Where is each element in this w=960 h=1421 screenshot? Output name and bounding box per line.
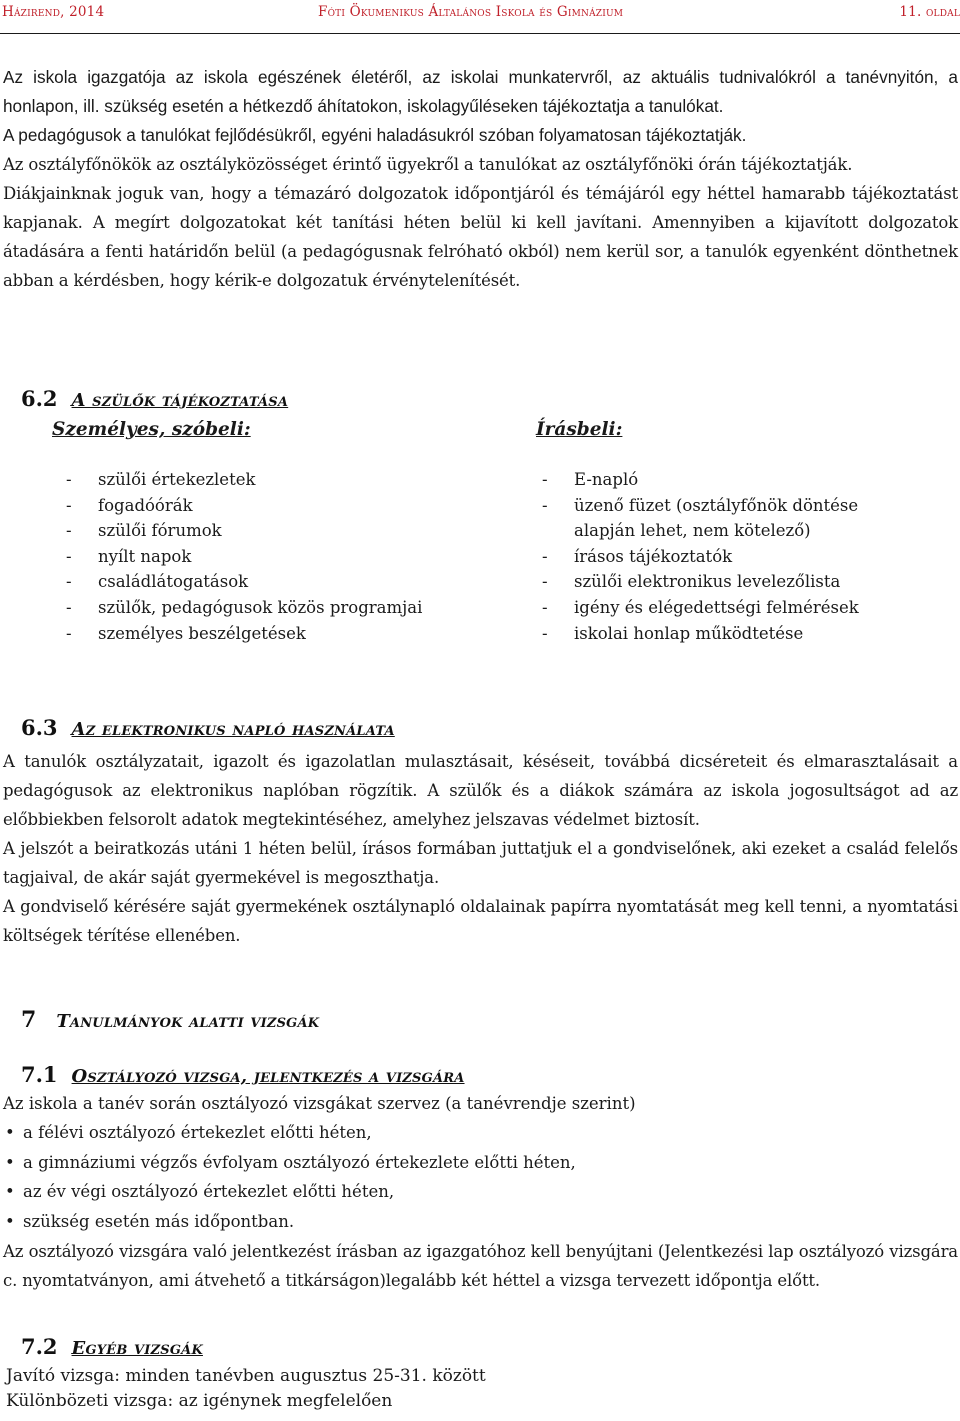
section-number: 7.2 [21,1334,58,1359]
intro-paragraph-form-teachers: Az osztályfőnökök az osztályközösséget érintő ügyekről a tanulókat az osztályfőnöki órán tájékoztatják. [3,155,853,174]
list-item: - személyes beszélgetések [66,621,422,647]
e-diary-paragraph-printing: A gondviselő kérésére saját gyermekének osztálynapló oldalainak papírra nyomtatását meg kell tenni, a nyomtatási költségek térítése ellenében. [3,897,958,945]
header-school-name: Fóti Ökumenikus Általános Iskola és Gimnázium [318,4,624,20]
list-item: • a gimnáziumi végzős évfolyam osztályozó értekezlete előtti héten, [3,1148,576,1178]
section-title: Osztályozó vizsga, jelentkezés a vizsgára [71,1066,465,1087]
list-item-continuation: alapján lehet, nem kötelező) [574,521,811,541]
list-item: - szülői értekezletek [66,467,422,493]
intro-block [3,63,958,295]
section-title: Az elektronikus napló használata [71,719,395,740]
section-6-3-heading [21,715,395,740]
difference-exam-line: Különbözeti vizsga: az igénynek megfelelően [6,1391,393,1411]
exam-intro-text: Az iskola a tanév során osztályozó vizsgákat szervez (a tanévrendje szerint) [3,1094,636,1113]
list-item: - E-napló [542,467,859,493]
list-item: • a félévi osztályozó értekezlet előtti héten, [3,1118,576,1148]
header-page-number: 11. oldal [899,4,960,20]
exam-application-paragraph: Az osztályozó vizsgára való jelentkezést írásban az igazgatóhoz kell benyújtani (Jelentkezési lap osztályozó vizsgára c. nyomtatványon, ami átvehető a titkárságon)legalább két héttel a vizsga tervezett időpontja előtt. [3,1242,958,1290]
e-diary-paragraph-records: A tanulók osztályzatait, igazolt és igazolatlan mulasztásait, késéseit, továbbá dicséreteit és elmarasztalásait a pedagógusok az elektronikus naplóban rögzítik. A szülők és a diákok számára az iskola jogosultságot ad az előbbiekben felsorolt adatok megtekintéséhez, amelyhez jelszavas védelmet biztosít. [3,752,958,829]
list-item: - iskolai honlap működtetése [542,621,859,647]
intro-paragraph-tests: Diákjainknak joguk van, hogy a témazáró dolgozatok időpontjáról és témájáról egy héttel hamarabb tájékoztatást kapjanak. A megírt dolgozatokat két tanítási héten belül ki kell javítani. Amennyiben a kijavított dolgozatok átadására a fenti határidőn belül (a pedagógusnak felróható okból) nem kerül sor, a tanulók egyenként dönthetnek abban a kérdésben, hogy kérik-e dolgozatuk érvénytelenítését. [3,184,958,290]
resit-exam-line: Javító vizsga: minden tanévben augusztus 25-31. között [6,1366,486,1386]
personal-column-title: Személyes, szóbeli: [52,419,251,440]
intro-paragraph-teachers: A pedagógusok a tanulókat fejlődésükről, egyéni haladásukról szóban folyamatosan tájékoztatják. [3,125,747,145]
list-item: - családlátogatások [66,569,422,595]
section-number: 7.1 [21,1062,58,1087]
list-item: • szükség esetén más időpontban. [3,1207,576,1237]
intro-paragraph-headteacher: Az iskola igazgatója az iskola egészének életéről, az iskolai munkatervről, az aktuális tudnivalókról a tanévnyitón, a honlapon, ill. szükség esetén a hétkezdő áhítatokon, iskolagyűléseken tájékoztatja a tanulókat. [3,67,958,116]
exam-dates-list [3,1118,576,1236]
list-item: - igény és elégedettségi felmérések [542,595,859,621]
page-header [0,0,960,34]
section-6-2-heading [21,386,288,411]
section-title: Tanulmányok alatti vizsgák [56,1011,320,1032]
personal-channels-list [66,467,422,646]
exam-application-block [3,1237,958,1295]
section-title: A szülők tájékoztatása [71,390,289,411]
list-item: - szülői elektronikus levelezőlista [542,569,859,595]
list-item: - szülők, pedagógusok közös programjai [66,595,422,621]
list-item: - üzenő füzet (osztályfőnök döntése [542,493,859,519]
e-diary-paragraph-password: A jelszót a beiratkozás utáni 1 héten belül, írásos formában juttatjuk el a gondviselőnek, aki ezeket a család felelős tagjaival, de akár saját gyermekével is megoszthatja. [3,839,958,887]
list-item: - írásos tájékoztatók [542,544,859,570]
list-item: • az év végi osztályozó értekezlet előtti héten, [3,1177,576,1207]
written-column-title: Írásbeli: [536,419,623,440]
section-number: 6.2 [21,386,58,411]
list-item: - nyílt napok [66,544,422,570]
section-7-2-heading [21,1334,203,1359]
section-number: 7 [21,1007,37,1033]
section-7-heading [21,1007,319,1033]
section-title: Egyéb vizsgák [71,1338,203,1359]
section-number: 6.3 [21,715,58,740]
section-6-3-body [3,747,958,950]
list-item: - szülői fórumok [66,518,422,544]
section-7-1-heading [21,1062,465,1087]
header-document-title: Házirend, 2014 [2,4,105,20]
list-item: - fogadóórák [66,493,422,519]
written-channels-list [542,467,859,646]
